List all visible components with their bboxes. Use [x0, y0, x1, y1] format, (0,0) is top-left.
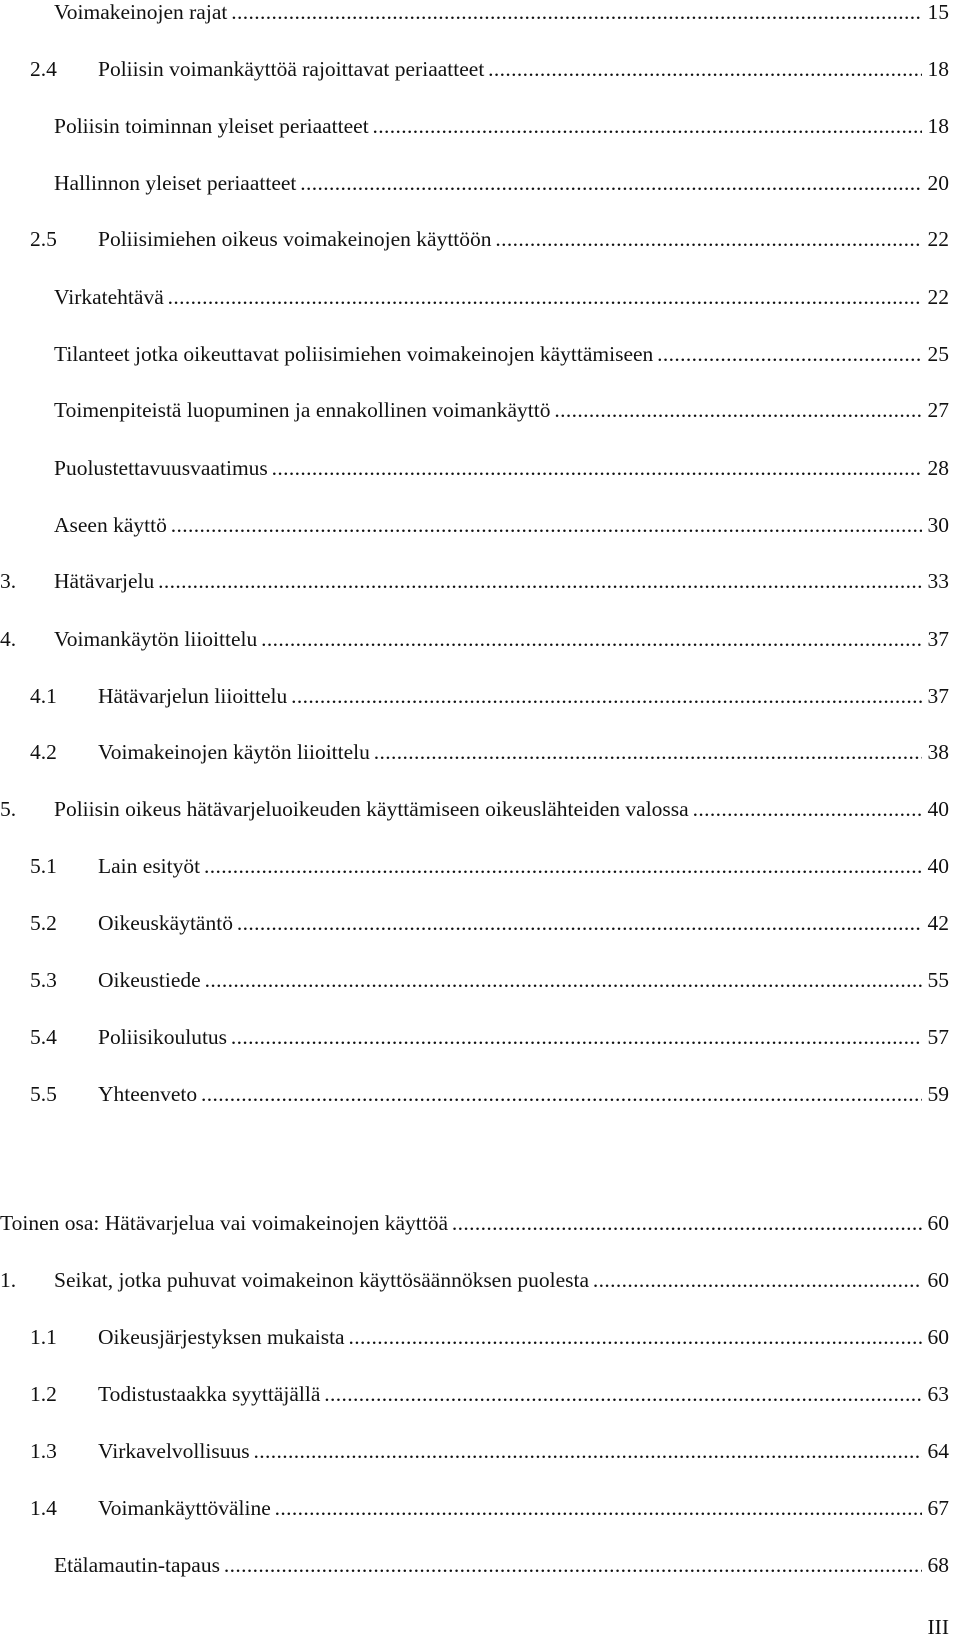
toc-entry[interactable] [0, 508, 949, 542]
toc-entry-title: Lain esityöt [98, 854, 201, 878]
toc-entry-title: Hätävarjelu [54, 569, 155, 593]
toc-entry[interactable] [0, 735, 949, 769]
toc-entry[interactable] [0, 280, 949, 314]
toc-entry-title: Hallinnon yleiset periaatteet [54, 171, 297, 195]
toc-entry[interactable] [0, 1077, 949, 1111]
toc-entry-page: 40 [926, 849, 950, 883]
toc-entry-page: 25 [926, 337, 950, 371]
toc-entry-page: 18 [926, 52, 950, 86]
toc-entry-title: Poliisin voimankäyttöä rajoittavat periaatteet [98, 57, 485, 81]
toc-entry-page: 60 [926, 1320, 950, 1354]
toc-entry-title: Virkavelvollisuus [98, 1439, 250, 1463]
toc-entry-page: 22 [926, 280, 950, 314]
toc-entry-title: Voimakeinojen käytön liioittelu [98, 740, 370, 764]
toc-entry-page: 60 [926, 1206, 950, 1240]
toc-entry-title: Virkatehtävä [54, 285, 164, 309]
toc-entry-page: 18 [926, 109, 950, 143]
toc-entry-title: Voimankäytön liioittelu [54, 627, 258, 651]
toc-entry-number: 4. [0, 627, 17, 651]
toc-entry-number: 4.2 [30, 740, 57, 764]
toc-entry-page: 57 [926, 1020, 950, 1054]
toc-entry-page: 38 [926, 735, 950, 769]
toc-entry-number: 5.3 [30, 968, 57, 992]
toc-entry[interactable] [0, 679, 949, 713]
toc-entry-page: 27 [926, 393, 950, 427]
toc-entry-title: Voimakeinojen rajat [54, 0, 228, 24]
toc-entry-page: 63 [926, 1377, 950, 1411]
toc-entry-page: 64 [926, 1434, 950, 1468]
toc-entry-page: 20 [926, 166, 950, 200]
toc-entry[interactable] [0, 849, 949, 883]
toc-entry-page: 68 [926, 1548, 950, 1582]
toc-entry-title: Puolustettavuusvaatimus [54, 456, 268, 480]
toc-entry-title: Toinen osa: Hätävarjelua vai voimakeinojen käyttöä [0, 1211, 449, 1235]
toc-entry[interactable] [0, 1548, 949, 1582]
toc-entry-title: Seikat, jotka puhuvat voimakeinon käyttösäännöksen puolesta [54, 1268, 590, 1292]
toc-entry-number: 1.3 [30, 1439, 57, 1463]
toc-entry[interactable] [0, 337, 949, 371]
toc-entry-number: 2.4 [30, 57, 57, 81]
toc-entry-number: 3. [0, 569, 17, 593]
toc-entry-title: Oikeustiede [98, 968, 201, 992]
toc-entry-number: 1.4 [30, 1496, 57, 1520]
toc-entry[interactable] [0, 1434, 949, 1468]
toc-entry-page: 60 [926, 1263, 950, 1297]
toc-entry-title: Todistustaakka syyttäjällä [98, 1382, 321, 1406]
toc-entry-title: Poliisin toiminnan yleiset periaatteet [54, 114, 369, 138]
toc-entry[interactable] [0, 792, 949, 826]
toc-entry-title: Yhteenveto [98, 1082, 198, 1106]
toc-entry[interactable] [0, 1020, 949, 1054]
toc-entry-title: Oikeuskäytäntö [98, 911, 233, 935]
toc-entry[interactable] [0, 564, 949, 598]
toc-entry[interactable] [0, 393, 949, 427]
toc-entry-page: 15 [926, 0, 950, 29]
toc-entry-page: 28 [926, 451, 950, 485]
toc-entry-title: Poliisin oikeus hätävarjeluoikeuden käyttämiseen oikeuslähteiden valossa [54, 797, 689, 821]
toc-entry-number: 2.5 [30, 227, 57, 251]
page-number: III [927, 1615, 949, 1639]
toc-entry-title: Etälamautin-tapaus [54, 1553, 220, 1577]
toc-entry-page: 30 [926, 508, 950, 542]
toc-entry-number: 1.1 [30, 1325, 57, 1349]
toc-entry-title: Tilanteet jotka oikeuttavat poliisimiehen voimakeinojen käyttämiseen [54, 342, 654, 366]
toc-entry-page: 42 [926, 906, 950, 940]
toc-entry-title: Poliisikoulutus [98, 1025, 228, 1049]
toc-entry-page: 40 [926, 792, 950, 826]
toc-entry[interactable] [0, 52, 949, 86]
toc-entry-number: 5.2 [30, 911, 57, 935]
toc-entry-number: 5.5 [30, 1082, 57, 1106]
toc-entry-title: Poliisimiehen oikeus voimakeinojen käyttöön [98, 227, 492, 251]
toc-entry[interactable] [0, 1491, 949, 1525]
toc-entry[interactable] [0, 0, 949, 29]
toc-entry-title: Toimenpiteistä luopuminen ja ennakollinen voimankäyttö [54, 398, 551, 422]
toc-entry-title: Aseen käyttö [54, 513, 167, 537]
toc-entry-number: 5. [0, 797, 17, 821]
toc-entry[interactable] [0, 963, 949, 997]
toc-entry-number: 4.1 [30, 684, 57, 708]
toc-entry[interactable] [0, 622, 949, 656]
toc-entry[interactable] [0, 1320, 949, 1354]
toc-entry[interactable] [0, 222, 949, 256]
toc-entry-number: 5.4 [30, 1025, 57, 1049]
toc-entry-page: 55 [926, 963, 950, 997]
toc-entry[interactable] [0, 109, 949, 143]
toc-entry-page: 67 [926, 1491, 950, 1525]
toc-entry-number: 5.1 [30, 854, 57, 878]
toc-entry[interactable] [0, 1377, 949, 1411]
toc-entry[interactable] [0, 451, 949, 485]
toc-entry[interactable] [0, 1263, 949, 1297]
toc-entry-number: 1. [0, 1268, 17, 1292]
toc-entry[interactable] [0, 906, 949, 940]
toc-entry-page: 37 [926, 679, 950, 713]
toc-entry[interactable] [0, 1206, 949, 1240]
toc-entry-page: 33 [926, 564, 950, 598]
toc-entry-page: 37 [926, 622, 950, 656]
toc-entry-title: Hätävarjelun liioittelu [98, 684, 288, 708]
toc-entry-page: 22 [926, 222, 950, 256]
toc-entry[interactable] [0, 166, 949, 200]
toc-entry-title: Oikeusjärjestyksen mukaista [98, 1325, 345, 1349]
toc-entry-page: 59 [926, 1077, 950, 1111]
toc-entry-number: 1.2 [30, 1382, 57, 1406]
toc-entry-title: Voimankäyttöväline [98, 1496, 271, 1520]
